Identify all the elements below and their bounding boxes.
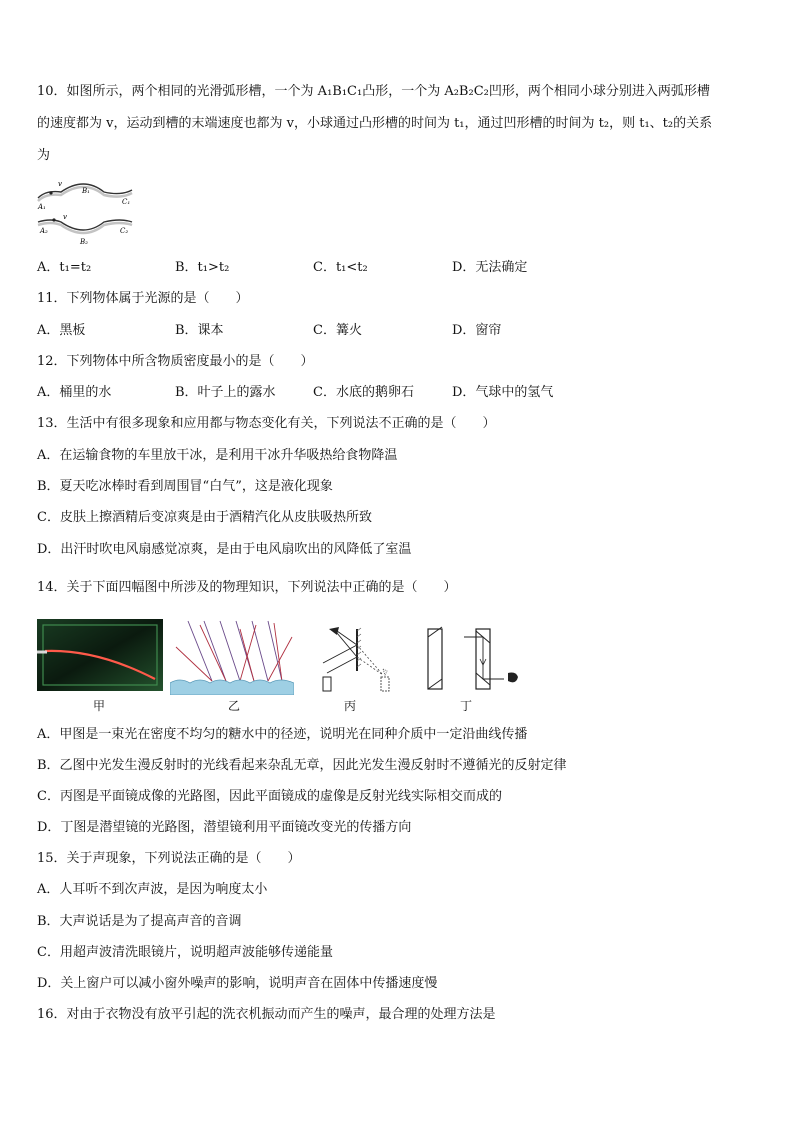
q11-option-d: D．窗帘 — [452, 323, 502, 338]
q14-option-a: A．甲图是一束光在密度不均匀的糖水中的径迹，说明光在同种介质中一定沿曲线传播 — [37, 727, 528, 742]
q16-stem: 16．对由于衣物没有放平引起的洗衣机振动而产生的噪声，最合理的处理方法是 — [37, 1007, 496, 1022]
q14-option-c: C．丙图是平面镜成像的光路图，因此平面镜成的虚像是反射光线实际相交而成的 — [37, 789, 502, 804]
q14-figure-yi — [170, 619, 294, 695]
q10-option-a: A．t₁=t₂ — [37, 260, 92, 275]
label-v-bottom: v — [63, 213, 67, 221]
q14-figure-jia — [37, 619, 163, 691]
q15-option-d: D．关上窗户可以减小窗外噪声的影响，说明声音在固体中传播速度慢 — [37, 976, 438, 991]
label-B1: B₁ — [82, 187, 90, 195]
label-v-top: v — [58, 180, 62, 188]
caption-jia: 甲 — [93, 699, 106, 713]
caption-bing: 丙 — [344, 699, 357, 713]
caption-ding: 丁 — [460, 699, 473, 713]
q11-option-a: A．黑板 — [37, 323, 86, 338]
eye-icon — [508, 673, 518, 683]
q11-stem: 11．下列物体属于光源的是（ ） — [37, 291, 249, 306]
q10-option-c: C．t₁<t₂ — [313, 260, 368, 275]
q14-figure-bing — [315, 619, 395, 695]
ball-bottom — [52, 218, 55, 221]
q15-option-b: B．大声说话是为了提高声音的音调 — [37, 914, 242, 929]
q13-option-c: C．皮肤上擦酒精后变凉爽是由于酒精汽化从皮肤吸热所致 — [37, 510, 372, 525]
q12-stem: 12．下列物体中所含物质密度最小的是（ ） — [37, 354, 314, 369]
label-C2: C₂ — [120, 227, 129, 235]
q11-option-b: B．课本 — [175, 323, 224, 338]
q10-stem-line2: 的速度都为 v，运动到槽的末端速度也都为 v，小球通过凸形槽的时间为 t₁，通过凹形槽的时间为 t₂，则 t₁、t₂的关系 — [37, 116, 713, 131]
caption-yi: 乙 — [228, 699, 241, 713]
rough-surface — [170, 680, 294, 695]
q10-stem-line3: 为 — [37, 148, 51, 163]
q12-option-c: C．水底的鹅卵石 — [313, 385, 414, 400]
q13-option-d: D．出汗时吹电风扇感觉凉爽，是由于电风扇吹出的风降低了室温 — [37, 542, 412, 557]
concave-groove — [38, 220, 132, 230]
q14-stem: 14．关于下面四幅图中所涉及的物理知识，下列说法中正确的是（ ） — [37, 580, 457, 595]
label-A1: A₁ — [38, 203, 46, 211]
q12-option-b: B．叶子上的露水 — [175, 385, 276, 400]
q15-option-a: A．人耳听不到次声波，是因为响度太小 — [37, 882, 268, 897]
q15-option-c: C．用超声波清洗眼镜片，说明超声波能够传递能量 — [37, 945, 333, 960]
q10-option-b: B．t₁>t₂ — [175, 260, 230, 275]
q13-stem: 13．生活中有很多现象和应用都与物态变化有关，下列说法不正确的是（ ） — [37, 416, 496, 431]
q14-figure-ding — [420, 619, 530, 695]
q12-option-a: A．桶里的水 — [37, 385, 112, 400]
label-C1: C₁ — [122, 198, 131, 206]
periscope-light-path — [464, 637, 504, 679]
ball-top — [49, 191, 52, 194]
label-B2: B₂ — [80, 238, 88, 246]
q10-option-d: D．无法确定 — [452, 260, 528, 275]
q10-stem-line1: 10．如图所示，两个相同的光滑弧形槽，一个为 A₁B₁C₁凸形，一个为 A₂B₂C₂凹形，两个相同小球分别进入两弧形槽 — [37, 84, 710, 99]
q14-option-d: D．丁图是潜望镜的光路图，潜望镜利用平面镜改变光的传播方向 — [37, 820, 412, 835]
q10-groove-figure — [36, 178, 136, 246]
q15-stem: 15．关于声现象，下列说法正确的是（ ） — [37, 851, 301, 866]
label-A2: A₂ — [40, 227, 48, 235]
q13-option-a: A．在运输食物的车里放干冰，是利用干冰升华吸热给食物降温 — [37, 448, 398, 463]
q11-option-c: C．篝火 — [313, 323, 362, 338]
q12-option-d: D．气球中的氢气 — [452, 385, 554, 400]
q13-option-b: B．夏天吃冰棒时看到周围冒“白气”，这是液化现象 — [37, 479, 333, 494]
q14-option-b: B．乙图中光发生漫反射时的光线看起来杂乱无章，因此光发生漫反射时不遵循光的反射定律 — [37, 758, 567, 773]
